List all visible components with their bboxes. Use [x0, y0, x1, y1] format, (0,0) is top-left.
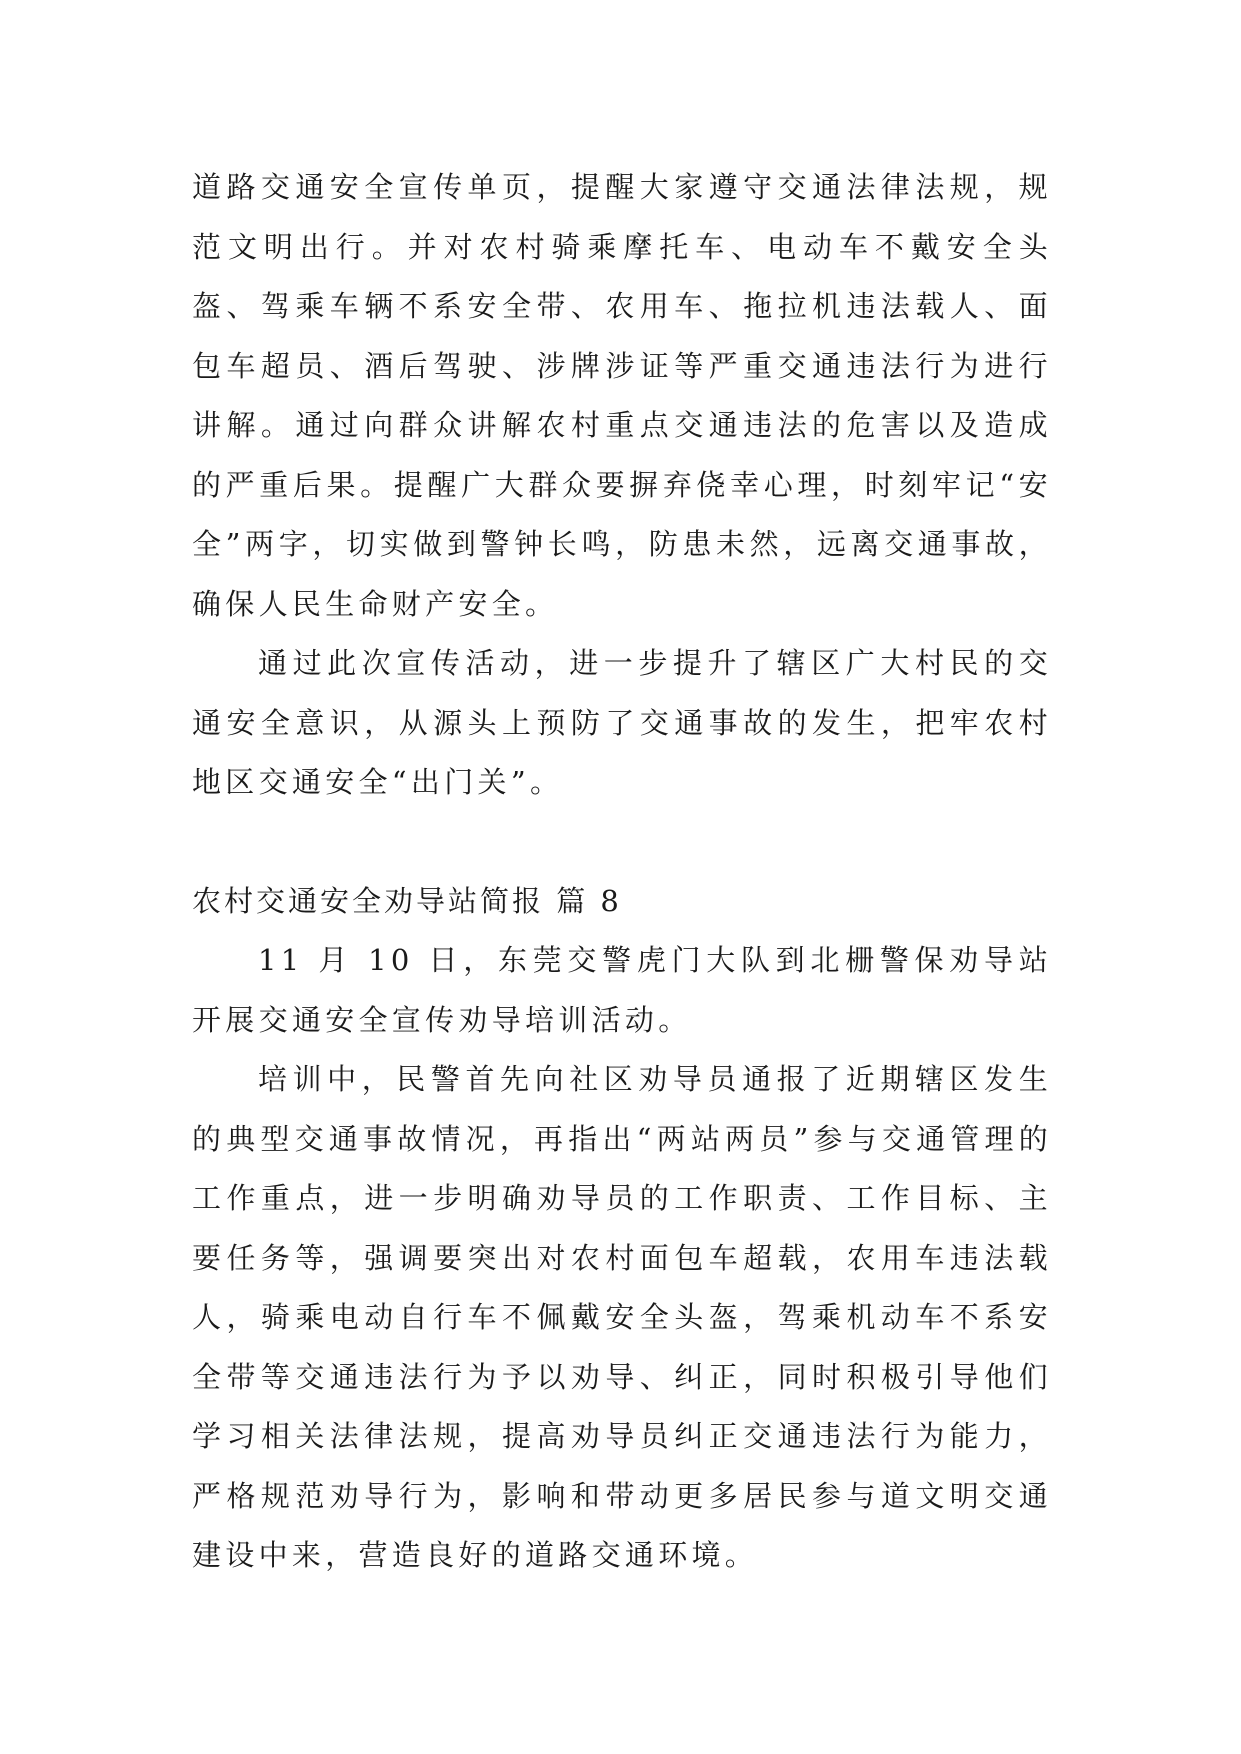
paragraph-summary: 通过此次宣传活动，进一步提升了辖区广大村民的交通安全意识，从源头上预防了交通事故的发生，把牢农村地区交通安全“出门关”。	[192, 646, 1052, 799]
paragraph-continuation: 道路交通安全宣传单页，提醒大家遵守交通法律法规，规范文明出行。并对农村骑乘摩托车、电动车不戴安全头盔、驾乘车辆不系安全带、农用车、拖拉机违法载人、面包车超员、酒后驾驶、涉牌涉证等严重交通违法行为进行讲解。通过向群众讲解农村重点交通违法的危害以及造成的严重后果。提醒广大群众要摒弃侥幸心理，时刻牢记“安全”两字，切实做到警钟长鸣，防患未然，远离交通事故，确保人民生命财产安全。	[192, 170, 1052, 621]
paragraph-training: 培训中，民警首先向社区劝导员通报了近期辖区发生的典型交通事故情况，再指出“两站两员”参与交通管理的工作重点，进一步明确劝导员的工作职责、工作目标、主要任务等，强调要突出对农村面包车超载，农用车违法载人，骑乘电动自行车不佩戴安全头盔，驾乘机动车不系安全带等交通违法行为予以劝导、纠正，同时积极引导他们学习相关法律法规，提高劝导员纠正交通违法行为能力，严格规范劝导行为，影响和带动更多居民参与道文明交通建设中来，营造良好的道路交通环境。	[192, 1062, 1052, 1572]
document-body	[192, 158, 1052, 1586]
paragraph-intro: 11 月 10 日，东莞交警虎门大队到北栅警保劝导站开展交通安全宣传劝导培训活动。	[192, 943, 1052, 1037]
section-heading: 农村交通安全劝导站简报 篇 8	[192, 883, 622, 918]
